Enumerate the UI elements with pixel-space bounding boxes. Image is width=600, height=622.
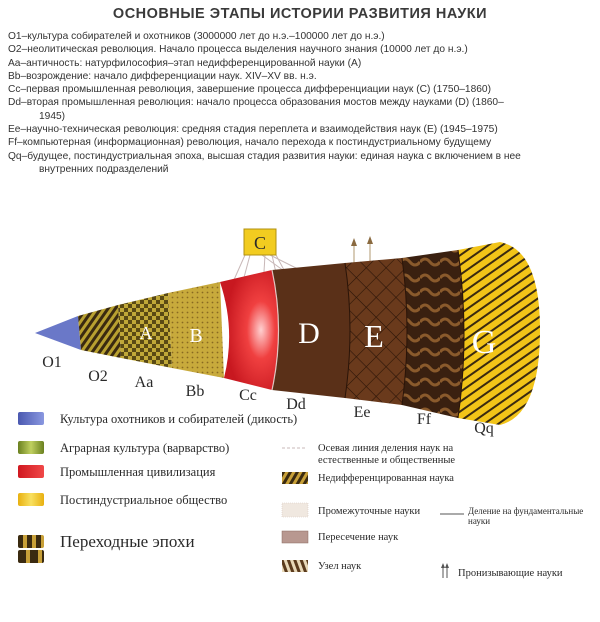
legend-axis-line-label: Осевая линия деления наук на естественные и общественные <box>318 443 456 466</box>
stage-label: O1 <box>42 354 62 371</box>
legend-label: Аграрная культура (варварство) <box>60 441 230 455</box>
legend-label: Промышленная цивилизация <box>60 465 216 479</box>
legend-label: Переходные эпохи <box>60 532 195 551</box>
definition-line: O2–неолитическая революция. Начало процесса выделения научного знания (10000 лет до н.э.) <box>8 44 468 56</box>
definition-line: Qq–будущее, постиндустриальная эпоха, высшая стадия развития науки: единая наука с включением в нее <box>8 150 521 162</box>
stage-label: Ee <box>353 404 371 421</box>
legend-swatch <box>18 441 44 454</box>
stage-label: O2 <box>88 368 108 385</box>
segment-letter: E <box>364 318 384 354</box>
definition-line: Cc–первая промышленная революция, завершение процесса дифференциации наук (C) (1750–1860) <box>8 84 491 96</box>
segment-letter: G <box>471 324 497 361</box>
legend-swatch <box>18 465 44 478</box>
c-box-label: C <box>253 233 267 253</box>
legend-swatch-transition-alt <box>18 550 44 563</box>
legend-label: Культура охотников и собирателей (дикость) <box>60 412 298 426</box>
legend-intersection-label: Пересечение наук <box>318 532 399 543</box>
stage-label: Bb <box>185 383 205 400</box>
segment-o1 <box>35 316 81 350</box>
legend-swatch <box>18 493 44 506</box>
definition-line: Ff–компьютерная (информационная) революция, начало перехода к постиндустриальному будущему <box>8 137 492 149</box>
stage-label: Ff <box>416 411 432 428</box>
segment-o2 <box>78 305 121 358</box>
segment-qq <box>458 242 540 425</box>
segment-letter: A <box>139 323 153 343</box>
legend-intermediate-label: Промежуточные науки <box>318 506 421 517</box>
segment-cc <box>220 270 279 390</box>
definition-line: O1–культура собирателей и охотников (3000000 лет до н.э.–100000 лет до н.э.) <box>8 31 385 42</box>
page-title: ОСНОВНЫЕ ЭТАПЫ ИСТОРИИ РАЗВИТИЯ НАУКИ <box>112 6 488 22</box>
legend-undifferentiated-label: Недифференцированная наука <box>318 473 454 484</box>
legend-piercing-label: Пронизывающие науки <box>458 568 563 579</box>
segment-ff <box>402 250 464 418</box>
legend-label: Постиндустриальное общество <box>60 493 228 507</box>
stage-label: Dd <box>286 396 306 413</box>
definition-line: Ee–научно-техническая революция: средняя стадия переплета и взаимодействия наук (E) (1945–1975) <box>8 124 498 136</box>
stage-label: Qq <box>474 420 494 437</box>
definition-line: 1945) <box>39 110 66 122</box>
legend-swatch <box>18 412 44 425</box>
legend-fundamental-split-label: Деление на фундаментальные науки <box>468 506 584 526</box>
stage-label: Aa <box>134 374 154 391</box>
legend-node-label: Узел наук <box>318 561 362 572</box>
segment-letter: B <box>189 325 203 347</box>
definition-line: Aa–античность: натурфилософия–этап недифференцированной науки (A) <box>8 57 362 69</box>
definition-line: внутренних подразделений <box>39 163 169 175</box>
legend-swatch <box>18 535 44 548</box>
definition-line: Dd–вторая промышленная революция: начало процесса образования мостов между науками (D) (1860– <box>8 97 504 109</box>
segment-letter: D <box>298 317 320 350</box>
definition-line: Bb–возрождение: начало дифференциации наук. XIV–XV вв. н.э. <box>8 70 317 82</box>
stage-label: Cc <box>239 387 257 404</box>
